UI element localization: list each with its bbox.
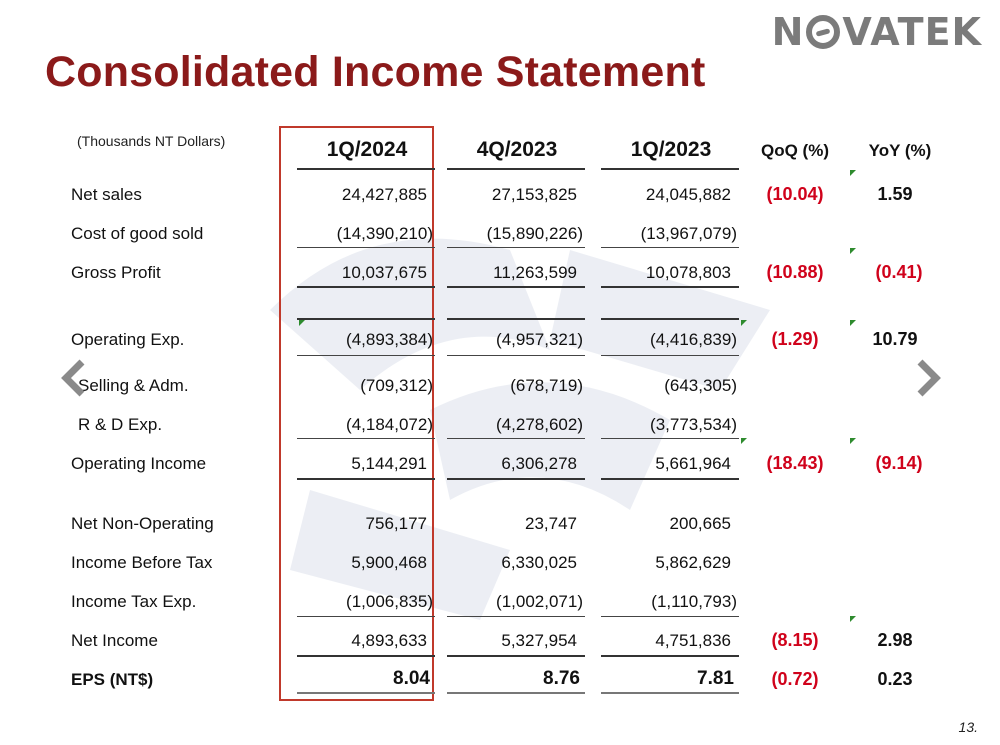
qoq-net-income: (8.15) [771, 630, 819, 650]
column-header-4q2023: 4Q/2023 [476, 138, 558, 161]
header-underline-2 [447, 168, 585, 170]
cell-income-tax-1q2024: (1,006,835) [346, 592, 433, 611]
rule-after-tax-3 [601, 616, 739, 617]
cell-cogs-1q2023: (13,967,079) [640, 224, 737, 243]
cell-net-non-operating-1q2023: 200,665 [669, 514, 731, 533]
yoy-net-sales: 1.59 [877, 184, 913, 204]
cell-net-non-operating-4q2023: 23,747 [525, 514, 577, 533]
chevron-left-icon [58, 358, 88, 398]
cell-cogs-4q2023: (15,890,226) [486, 224, 583, 243]
row-label-income-tax: Income Tax Exp. [71, 592, 197, 611]
rule-before-opex-2 [447, 318, 585, 320]
cell-net-income-1q2024: 4,893,633 [351, 631, 427, 650]
comment-marker [741, 438, 747, 444]
rule-before-opex-1 [297, 318, 435, 320]
qoq-net-sales: (10.04) [766, 184, 824, 204]
logo-o-icon [806, 15, 840, 49]
row-label-income-before-tax: Income Before Tax [71, 553, 213, 572]
yoy-operating-income: (9.14) [875, 453, 923, 473]
column-header-1q2023: 1Q/2023 [630, 138, 712, 161]
yoy-operating-exp: 10.79 [872, 329, 918, 349]
comment-marker [850, 616, 856, 622]
cell-income-before-tax-4q2023: 6,330,025 [501, 553, 577, 572]
logo-letters: VATEK [842, 10, 982, 54]
cell-net-non-operating-1q2024: 756,177 [365, 514, 427, 533]
rule-after-cogs-3 [601, 247, 739, 248]
column-header-yoy: YoY (%) [868, 141, 932, 160]
rule-after-ni-3 [601, 655, 739, 657]
rule-after-rd-1 [297, 438, 435, 439]
rule-after-rd-2 [447, 438, 585, 439]
rule-after-opex-2 [447, 355, 585, 356]
yoy-net-income: 2.98 [877, 630, 913, 650]
comment-marker [850, 320, 856, 326]
rule-after-cogs-1 [297, 247, 435, 248]
novatek-logo [772, 12, 982, 52]
comment-marker [741, 320, 747, 326]
header-underline-3 [601, 168, 739, 170]
rule-after-ni-1 [297, 655, 435, 657]
cell-income-before-tax-1q2024: 5,900,468 [351, 553, 427, 572]
yoy-eps: 0.23 [877, 669, 913, 689]
row-label-rd-exp: R & D Exp. [78, 415, 163, 434]
qoq-operating-income: (18.43) [766, 453, 824, 473]
rule-after-cogs-2 [447, 247, 585, 248]
cell-operating-income-1q2023: 5,661,964 [655, 454, 731, 473]
qoq-eps: (0.72) [771, 669, 819, 689]
rule-after-gp-3 [601, 286, 739, 288]
row-label-operating-income: Operating Income [71, 454, 207, 473]
rule-after-opinc-2 [447, 478, 585, 480]
cell-net-income-4q2023: 5,327,954 [501, 631, 577, 650]
yoy-gross-profit: (0.41) [875, 262, 923, 282]
cell-net-sales-1q2023: 24,045,882 [645, 185, 731, 204]
cell-selling-adm-1q2023: (643,305) [664, 376, 737, 395]
column-header-qoq: QoQ (%) [761, 141, 829, 160]
page-title: Consolidated Income Statement [45, 48, 706, 96]
comment-marker [850, 438, 856, 444]
cell-rd-exp-4q2023: (4,278,602) [496, 415, 583, 434]
cell-rd-exp-1q2024: (4,184,072) [346, 415, 433, 434]
cell-gross-profit-1q2023: 10,078,803 [645, 263, 731, 282]
cell-net-sales-1q2024: 24,427,885 [341, 185, 427, 204]
comment-marker [850, 170, 856, 176]
rule-after-gp-2 [447, 286, 585, 288]
rule-after-eps-1 [297, 692, 435, 694]
cell-income-before-tax-1q2023: 5,862,629 [655, 553, 731, 572]
comment-marker [299, 320, 305, 326]
cell-operating-income-1q2024: 5,144,291 [351, 454, 427, 473]
chevron-right-icon [914, 358, 944, 398]
row-label-net-sales: Net sales [71, 185, 142, 204]
cell-eps-4q2023: 8.76 [543, 668, 580, 689]
comment-marker [850, 248, 856, 254]
rule-after-opex-3 [601, 355, 739, 356]
cell-eps-1q2023: 7.81 [697, 668, 734, 689]
cell-income-tax-4q2023: (1,002,071) [496, 592, 583, 611]
rule-after-opinc-1 [297, 478, 435, 480]
cell-operating-exp-1q2024: (4,893,384) [346, 330, 433, 349]
rule-after-gp-1 [297, 286, 435, 288]
rule-after-opinc-3 [601, 478, 739, 480]
rule-after-ni-2 [447, 655, 585, 657]
page-number: 13. [958, 719, 978, 735]
row-label-operating-exp: Operating Exp. [71, 330, 185, 349]
cell-net-income-1q2023: 4,751,836 [655, 631, 731, 650]
row-label-net-non-operating: Net Non-Operating [71, 514, 214, 533]
cell-gross-profit-1q2024: 10,037,675 [341, 263, 427, 282]
cell-income-tax-1q2023: (1,110,793) [651, 592, 737, 611]
cell-cogs-1q2024: (14,390,210) [336, 224, 433, 243]
row-label-net-income: Net Income [71, 631, 158, 650]
cell-operating-exp-1q2023: (4,416,839) [650, 330, 737, 349]
rule-after-tax-2 [447, 616, 585, 617]
cell-eps-1q2024: 8.04 [393, 668, 430, 689]
rule-after-rd-3 [601, 438, 739, 439]
column-header-1q2024: 1Q/2024 [326, 138, 408, 161]
cell-net-sales-4q2023: 27,153,825 [491, 185, 577, 204]
logo-letter-n: N [771, 10, 805, 54]
row-label-cogs: Cost of good sold [71, 224, 204, 243]
row-label-gross-profit: Gross Profit [71, 263, 161, 282]
rule-after-opex-1 [297, 355, 435, 356]
units-note: (Thousands NT Dollars) [77, 133, 226, 149]
cell-gross-profit-4q2023: 11,263,599 [493, 263, 577, 282]
cell-rd-exp-1q2023: (3,773,534) [650, 415, 737, 434]
cell-operating-exp-4q2023: (4,957,321) [496, 330, 583, 349]
rule-after-eps-3 [601, 692, 739, 694]
row-label-selling-adm: Selling & Adm. [78, 376, 189, 395]
rule-after-tax-1 [297, 616, 435, 617]
next-slide-button[interactable] [914, 358, 944, 398]
qoq-gross-profit: (10.88) [766, 262, 824, 282]
cell-operating-income-4q2023: 6,306,278 [501, 454, 577, 473]
rule-before-opex-3 [601, 318, 739, 320]
previous-slide-button[interactable] [58, 358, 88, 398]
cell-selling-adm-1q2024: (709,312) [360, 376, 433, 395]
rule-after-eps-2 [447, 692, 585, 694]
current-quarter-highlight [279, 126, 434, 701]
qoq-operating-exp: (1.29) [771, 329, 819, 349]
row-label-eps: EPS (NT$) [71, 670, 154, 689]
header-underline-1 [297, 168, 435, 170]
cell-selling-adm-4q2023: (678,719) [510, 376, 583, 395]
